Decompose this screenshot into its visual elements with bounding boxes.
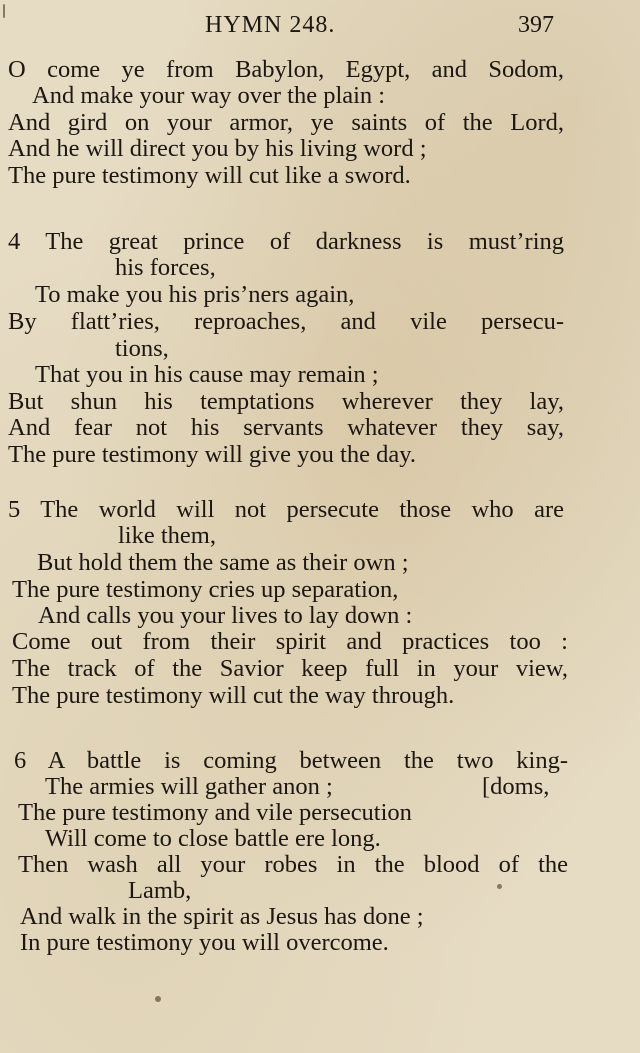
verse-line: And he will direct you by his living word ; [8, 135, 427, 162]
verse-line: Come out from their spirit and practices too : [12, 628, 568, 655]
verse-line: 6 A battle is coming between the two king- [14, 747, 568, 774]
verse-line: The pure testimony will cut the way through. [12, 682, 455, 709]
verse-line: The pure testimony and vile persecution [18, 799, 412, 826]
verse-line: To make you his pris’ners again, [35, 281, 355, 308]
verse-line: In pure testimony you will overcome. [20, 929, 389, 956]
verse-line: By flatt’ries, reproaches, and vile persecu- [8, 308, 564, 335]
verse-line: The track of the Savior keep full in your view, [12, 655, 568, 682]
verse-line: And calls you your lives to lay down : [38, 602, 413, 629]
verse-line: like them, [118, 522, 216, 549]
paper-speck [497, 884, 502, 889]
paper-speck [3, 4, 5, 18]
verse-line: But shun his temptations wherever they lay, [8, 388, 564, 415]
verse-line: And walk in the spirit as Jesus has done ; [20, 903, 424, 930]
verse-line: And make your way over the plain : [32, 82, 386, 109]
verse-line: The pure testimony cries up separation, [12, 576, 399, 603]
verse-line: tions, [115, 335, 169, 362]
verse-line: his forces, [115, 254, 216, 281]
page-header [0, 12, 640, 42]
verse-line: Then wash all your robes in the blood of the [18, 851, 568, 878]
verse-line: That you in his cause may remain ; [35, 361, 379, 388]
verse-line: The pure testimony will give you the day. [8, 441, 417, 468]
paper-speck [155, 996, 161, 1002]
verse-line: The pure testimony will cut like a sword. [8, 162, 411, 189]
verse-line: 4 The great prince of darkness is must’ring [8, 228, 564, 255]
page-number: 397 [518, 12, 554, 38]
verse-line: And gird on your armor, ye saints of the Lord, [8, 109, 564, 136]
verse-line: And fear not his servants whatever they say, [8, 414, 564, 441]
verse-line: The armies will gather anon ; [45, 773, 333, 800]
verse-line: [doms, [482, 773, 550, 800]
verse-line: 5 The world will not persecute those who are [8, 496, 564, 523]
verse-line: But hold them the same as their own ; [37, 549, 409, 576]
verse-line: Lamb, [128, 877, 192, 904]
verse-line: Will come to close battle ere long. [45, 825, 381, 852]
hymn-title: HYMN 248. [205, 12, 336, 38]
verse-line: O come ye from Babylon, Egypt, and Sodom, [8, 56, 564, 83]
